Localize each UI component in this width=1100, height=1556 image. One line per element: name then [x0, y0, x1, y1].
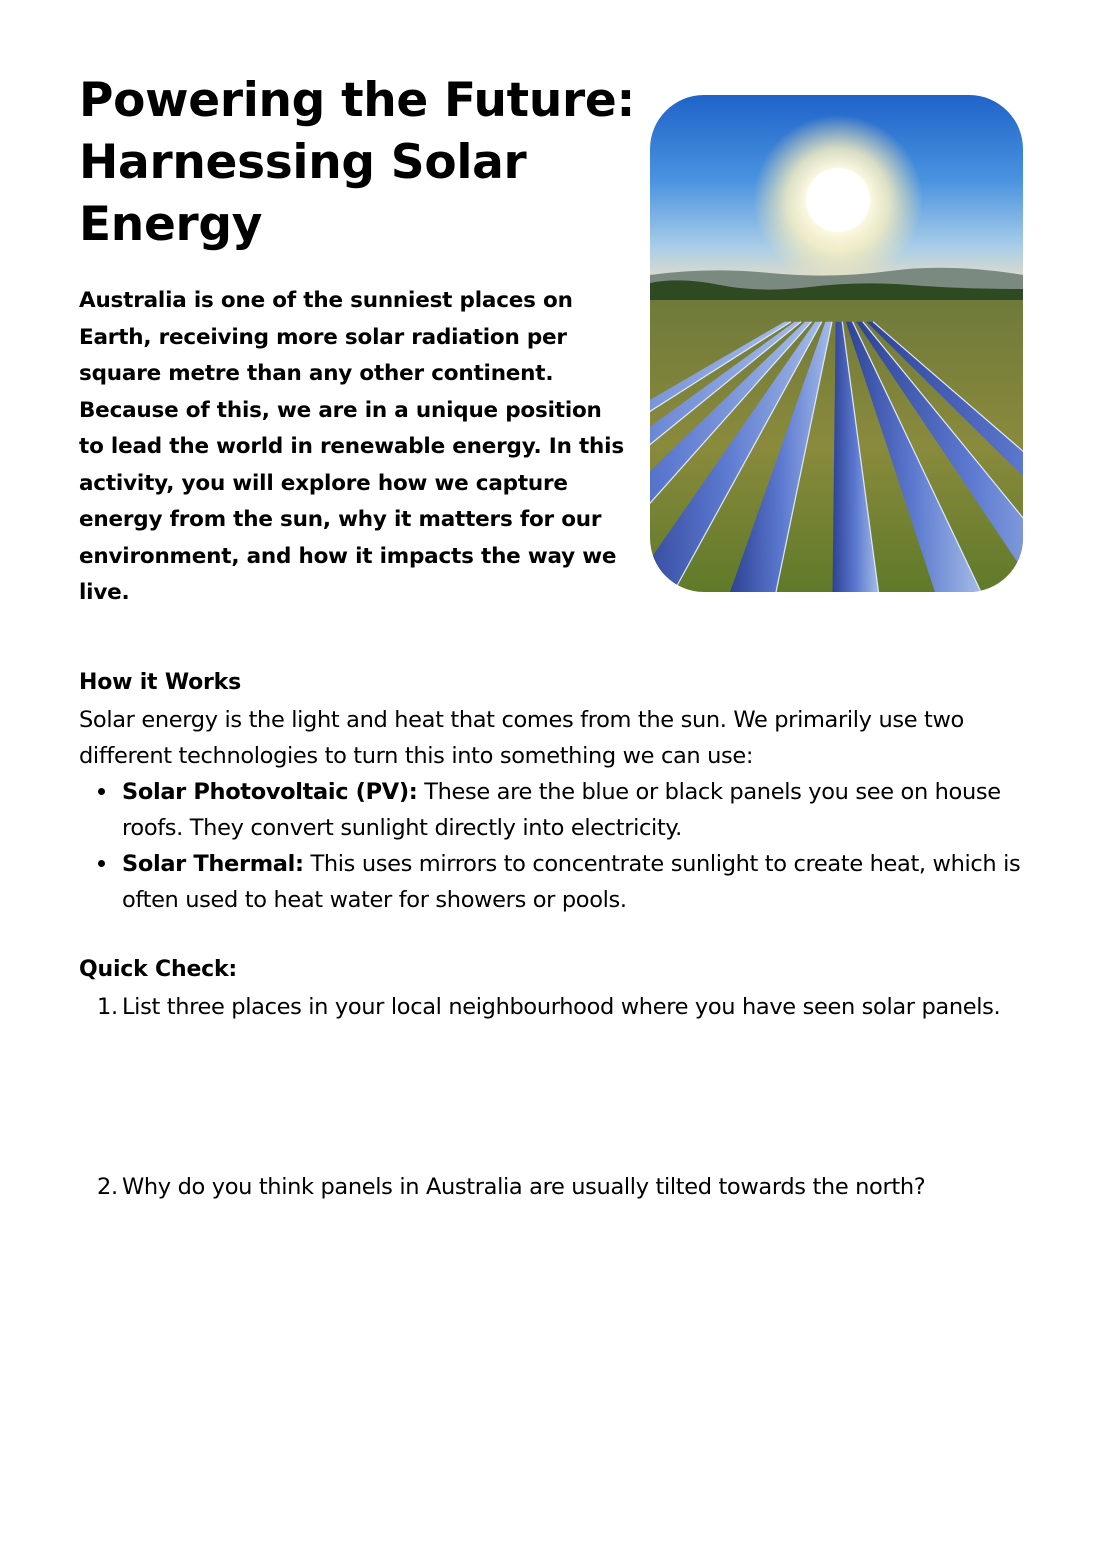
question-item	[79, 989, 1039, 1025]
question-number: 1.	[97, 994, 118, 1020]
list-item-text: These are the blue or black panels you see on house roofs. They convert sunlight directly into electricity.	[122, 779, 1001, 841]
page-title: Powering the Future: Harnessing Solar Energy	[79, 73, 635, 252]
bullet-icon	[98, 860, 105, 867]
sun	[806, 168, 870, 232]
how-it-works-body: Solar energy is the light and heat that comes from the sun. We primarily use two different technologies to turn this into something we can use:	[79, 707, 964, 769]
list-item-term: Solar Photovoltaic (PV):	[122, 779, 418, 805]
question-item	[79, 1169, 1039, 1205]
question-number: 2.	[97, 1174, 118, 1200]
bullet-icon	[98, 788, 105, 795]
technology-list	[79, 774, 1039, 918]
quick-check-heading: Quick Check:	[79, 957, 238, 982]
intro-paragraph: Australia is one of the sunniest places on Earth, receiving more solar radiation per square metre than any other continent. Because of this, we are in a unique position to lead the world in renewable energy. In this activity, you will explore how we capture energy from the sun, why it matters for our environment, and how it impacts the way we live.	[79, 288, 624, 605]
list-item-text: This uses mirrors to concentrate sunlight to create heat, which is often used to heat water for showers or pools.	[122, 851, 1021, 913]
list-item	[79, 774, 1039, 846]
list-item-term: Solar Thermal:	[122, 851, 304, 877]
how-it-works-heading: How it Works	[79, 670, 241, 695]
question-text: Why do you think panels in Australia are usually tilted towards the north?	[122, 1174, 926, 1200]
question-text: List three places in your local neighbourhood where you have seen solar panels.	[122, 994, 1001, 1020]
list-item	[79, 846, 1039, 918]
solar-farm-photo	[650, 95, 1023, 592]
